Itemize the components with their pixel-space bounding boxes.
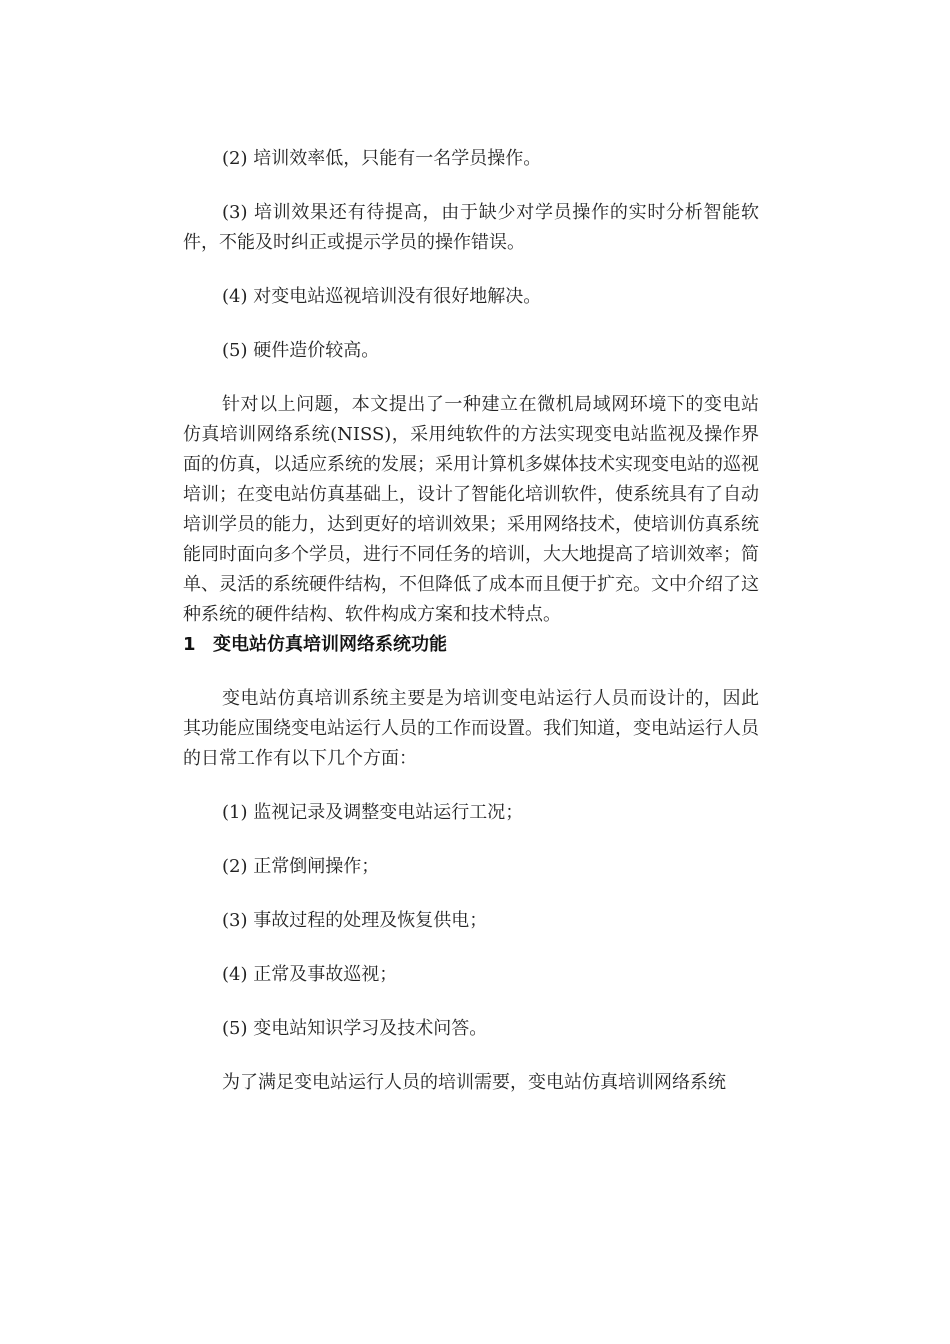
section-title: 变电站仿真培训网络系统功能 bbox=[213, 634, 447, 655]
paragraph-problem-response: 针对以上问题，本文提出了一种建立在微机局域网环境下的变电站仿真培训网络系统(NISS)，采用纯软件的方法实现变电站监视及操作界面的仿真，以适应系统的发展；采用计算机多媒体技术实现变电站的巡视培训；在变电站仿真基础上，设计了智能化培训软件，使系统具有了自动培训学员的能力，达到更好的培训效果；采用网络技术，使培训仿真系统能同时面向多个学员，进行不同任务的培训，大大地提高了培训效率；简单、灵活的系统硬件结构，不但降低了成本而且便于扩充。文中介绍了这种系统的硬件结构、软件构成方案和技术特点。 bbox=[183, 394, 759, 625]
section-heading bbox=[183, 630, 759, 660]
paragraph-item-4: (4) 对变电站巡视培训没有很好地解决。 bbox=[222, 286, 542, 307]
paragraph-function-5: (5) 变电站知识学习及技术问答。 bbox=[222, 1018, 488, 1039]
paragraph-function-3: (3) 事故过程的处理及恢复供电； bbox=[222, 910, 488, 931]
paragraph-function-1: (1) 监视记录及调整变电站运行工况； bbox=[222, 802, 524, 823]
paragraph-function-4: (4) 正常及事故巡视； bbox=[222, 964, 398, 985]
paragraph-item-2: (2) 培训效率低，只能有一名学员操作。 bbox=[222, 148, 542, 169]
section-number: 1 bbox=[183, 634, 196, 655]
paragraph-item-3: (3) 培训效果还有待提高，由于缺少对学员操作的实时分析智能软件，不能及时纠正或提示学员的操作错误。 bbox=[183, 202, 759, 253]
paragraph-training-needs: 为了满足变电站运行人员的培训需要，变电站仿真培训网络系统 bbox=[222, 1072, 726, 1093]
paragraph-item-5: (5) 硬件造价较高。 bbox=[222, 340, 380, 361]
document-body bbox=[183, 144, 759, 1098]
paragraph-function-2: (2) 正常倒闸操作； bbox=[222, 856, 380, 877]
paragraph-functions-intro: 变电站仿真培训系统主要是为培训变电站运行人员而设计的，因此其功能应围绕变电站运行人员的工作而设置。我们知道，变电站运行人员的日常工作有以下几个方面： bbox=[183, 688, 759, 769]
